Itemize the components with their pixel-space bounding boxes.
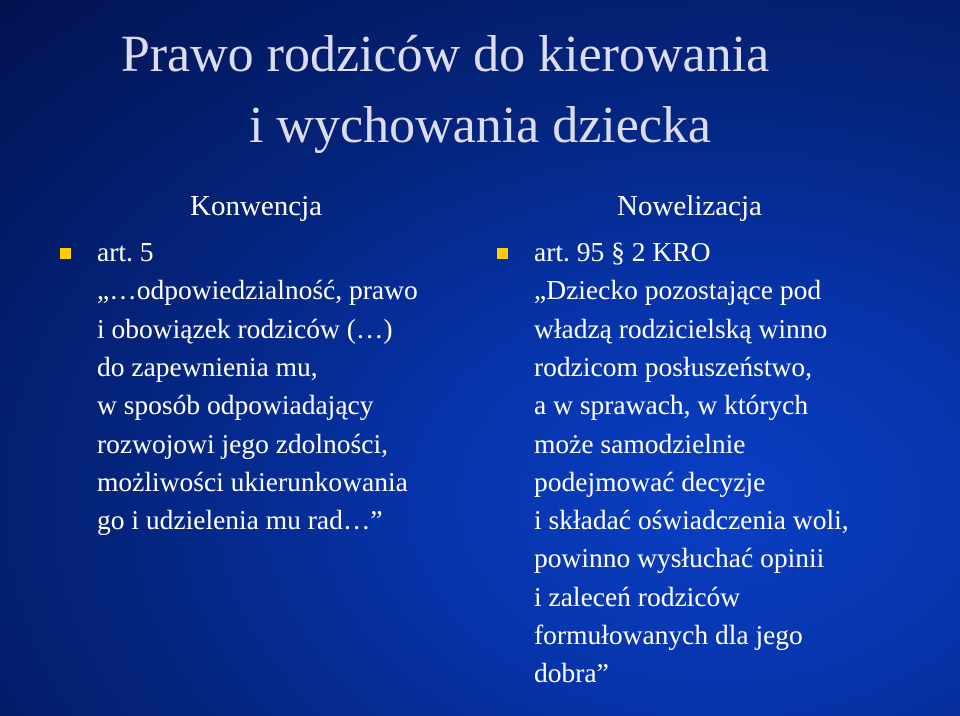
left-column-line: art. 5 [97,236,154,267]
left-column-line: go i udzielenia mu rad…” [97,504,383,536]
left-column-line: rozwojowi jego zdolności, [97,427,388,459]
left-column-line: i obowiązek rodziców (…) [97,312,393,344]
right-column-line: powinno wysłuchać opinii [534,542,825,574]
right-column-line: i zaleceń rodziców [534,580,741,612]
left-column-line: możliwości ukierunkowania [97,465,408,497]
right-column-line: dobra” [534,657,609,689]
square-bullet-icon [497,248,508,259]
right-column-line: „Dziecko pozostające pod [534,274,822,306]
right-column-heading: Nowelizacja [617,190,762,222]
right-column-line: art. 95 § 2 KRO [534,236,711,267]
right-column-line: podejmować decyzje [534,465,766,497]
slide-title-line-2: i wychowania dziecka [248,97,711,154]
right-column-line: formułowanych dla jego [534,619,803,650]
left-column-line: do zapewnienia mu, [97,350,318,382]
right-column-line: rodzicom posłuszeństwo, [534,350,813,382]
square-bullet-icon [60,248,71,259]
right-column-line: a w sprawach, w których [534,389,809,421]
left-column-line: w sposób odpowiadający [97,389,374,421]
right-column-line: może samodzielnie [534,427,746,459]
right-column-line: i składać oświadczenia woli, [534,504,849,536]
right-column-line: władzą rodzicielską winno [534,312,828,344]
left-column-line: „…odpowiedzialność, prawo [97,274,418,306]
left-column-heading: Konwencja [190,190,323,222]
slide-title-line-1: Prawo rodziców do kierowania [120,26,770,83]
